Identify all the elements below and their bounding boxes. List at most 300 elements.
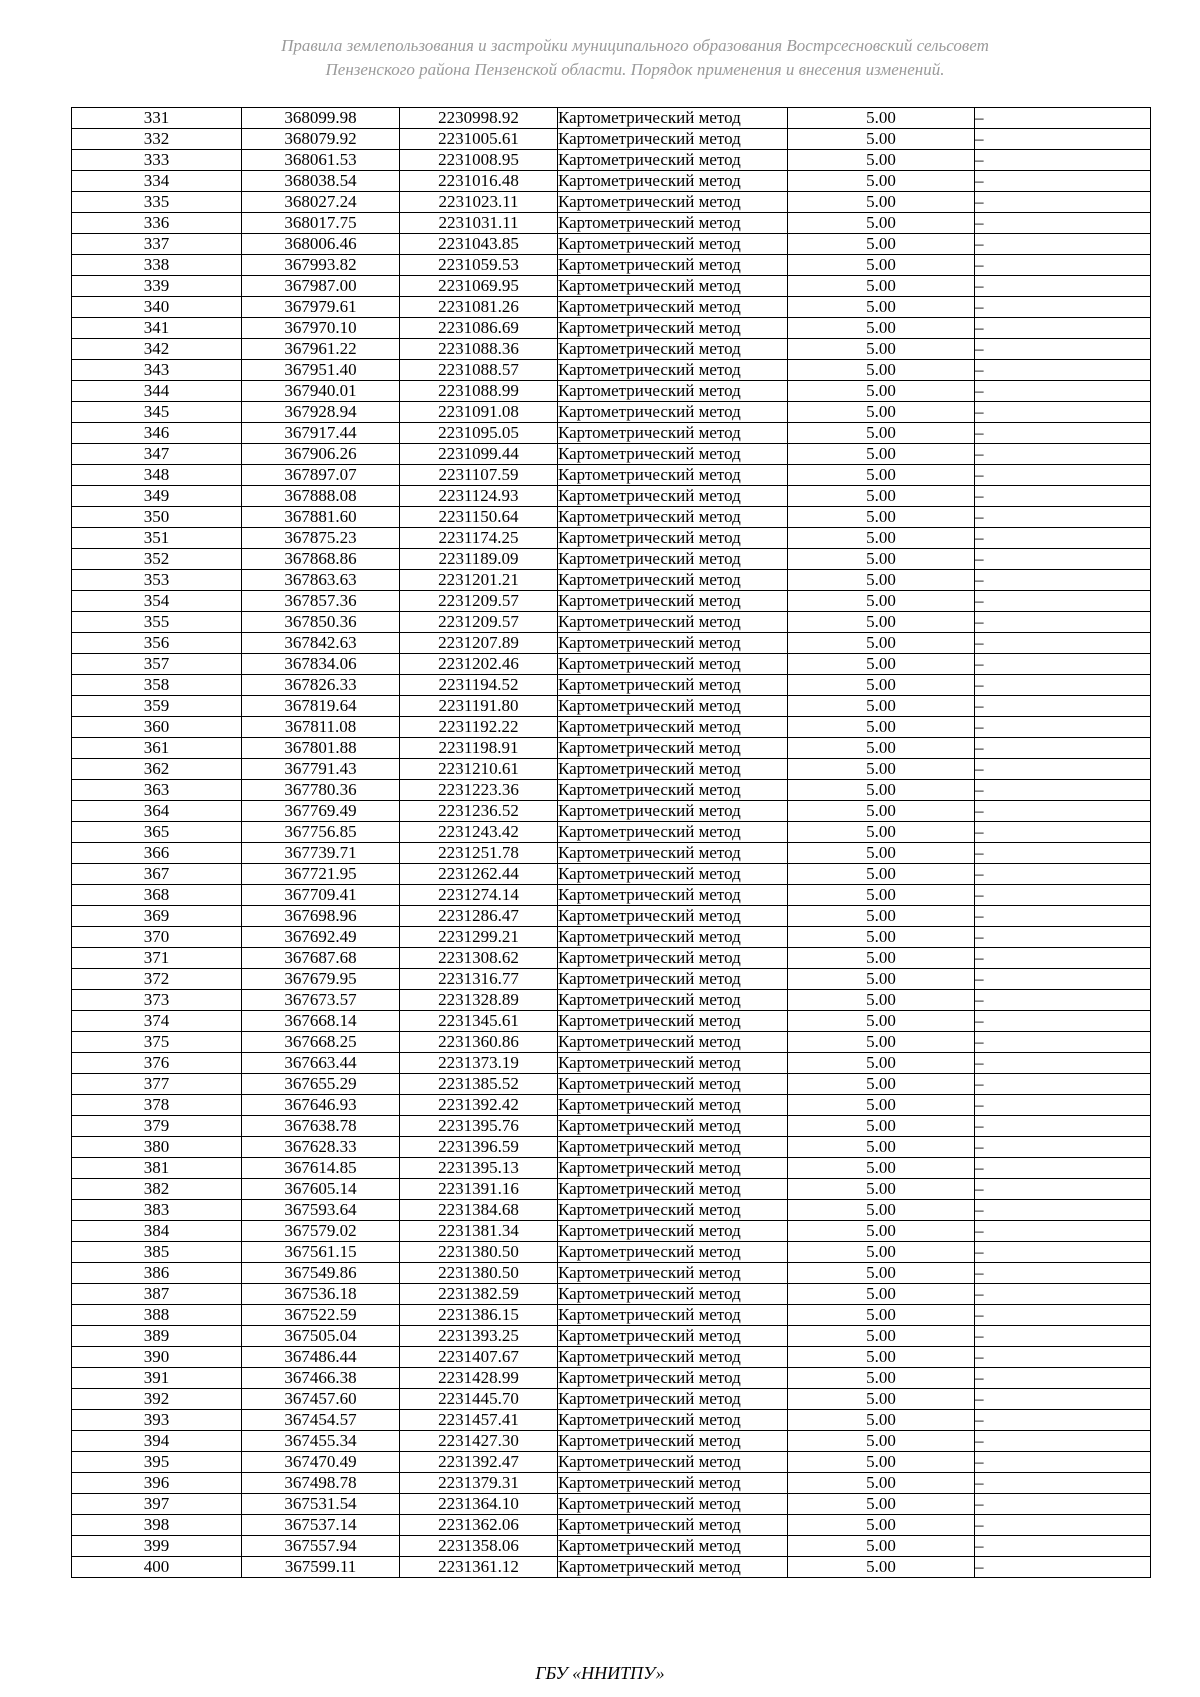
note-cell: – [975, 1473, 1151, 1494]
point-number-cell: 331 [72, 108, 242, 129]
method-cell: Картометрический метод [558, 1305, 788, 1326]
point-number-cell: 366 [72, 843, 242, 864]
y-coordinate-cell: 2231069.95 [400, 276, 558, 297]
point-number-cell: 364 [72, 801, 242, 822]
table-row [72, 570, 1151, 591]
note-cell: – [975, 1032, 1151, 1053]
point-number-cell: 345 [72, 402, 242, 423]
note-cell: – [975, 1368, 1151, 1389]
method-cell: Картометрический метод [558, 213, 788, 234]
x-coordinate-cell: 367579.02 [242, 1221, 400, 1242]
accuracy-cell: 5.00 [788, 1536, 975, 1557]
note-cell: – [975, 1074, 1151, 1095]
accuracy-cell: 5.00 [788, 717, 975, 738]
note-cell: – [975, 1305, 1151, 1326]
x-coordinate-cell: 367605.14 [242, 1179, 400, 1200]
point-number-cell: 382 [72, 1179, 242, 1200]
table-row [72, 528, 1151, 549]
table-row [72, 591, 1151, 612]
note-cell: – [975, 1221, 1151, 1242]
accuracy-cell: 5.00 [788, 1032, 975, 1053]
x-coordinate-cell: 367826.33 [242, 675, 400, 696]
x-coordinate-cell: 367857.36 [242, 591, 400, 612]
method-cell: Картометрический метод [558, 1284, 788, 1305]
note-cell: – [975, 1452, 1151, 1473]
point-number-cell: 363 [72, 780, 242, 801]
table-row [72, 1557, 1151, 1578]
accuracy-cell: 5.00 [788, 906, 975, 927]
method-cell: Картометрический метод [558, 1137, 788, 1158]
x-coordinate-cell: 367646.93 [242, 1095, 400, 1116]
point-number-cell: 333 [72, 150, 242, 171]
y-coordinate-cell: 2231457.41 [400, 1410, 558, 1431]
x-coordinate-cell: 367638.78 [242, 1116, 400, 1137]
method-cell: Картометрический метод [558, 759, 788, 780]
x-coordinate-cell: 367819.64 [242, 696, 400, 717]
table-row [72, 276, 1151, 297]
accuracy-cell: 5.00 [788, 738, 975, 759]
point-number-cell: 374 [72, 1011, 242, 1032]
accuracy-cell: 5.00 [788, 1263, 975, 1284]
y-coordinate-cell: 2231445.70 [400, 1389, 558, 1410]
y-coordinate-cell: 2231095.05 [400, 423, 558, 444]
method-cell: Картометрический метод [558, 234, 788, 255]
note-cell: – [975, 633, 1151, 654]
point-number-cell: 370 [72, 927, 242, 948]
y-coordinate-cell: 2231099.44 [400, 444, 558, 465]
point-number-cell: 375 [72, 1032, 242, 1053]
accuracy-cell: 5.00 [788, 1284, 975, 1305]
accuracy-cell: 5.00 [788, 1557, 975, 1578]
x-coordinate-cell: 368027.24 [242, 192, 400, 213]
table-row [72, 339, 1151, 360]
y-coordinate-cell: 2231274.14 [400, 885, 558, 906]
x-coordinate-cell: 367679.95 [242, 969, 400, 990]
coordinates-table-body [72, 108, 1151, 1578]
x-coordinate-cell: 367537.14 [242, 1515, 400, 1536]
note-cell: – [975, 801, 1151, 822]
accuracy-cell: 5.00 [788, 633, 975, 654]
table-row [72, 717, 1151, 738]
note-cell: – [975, 675, 1151, 696]
method-cell: Картометрический метод [558, 927, 788, 948]
table-row [72, 507, 1151, 528]
y-coordinate-cell: 2231209.57 [400, 612, 558, 633]
method-cell: Картометрический метод [558, 465, 788, 486]
x-coordinate-cell: 367687.68 [242, 948, 400, 969]
point-number-cell: 351 [72, 528, 242, 549]
x-coordinate-cell: 368006.46 [242, 234, 400, 255]
method-cell: Картометрический метод [558, 1200, 788, 1221]
note-cell: – [975, 1242, 1151, 1263]
accuracy-cell: 5.00 [788, 1158, 975, 1179]
table-row [72, 1095, 1151, 1116]
table-row [72, 1032, 1151, 1053]
point-number-cell: 342 [72, 339, 242, 360]
accuracy-cell: 5.00 [788, 1200, 975, 1221]
x-coordinate-cell: 367599.11 [242, 1557, 400, 1578]
y-coordinate-cell: 2231364.10 [400, 1494, 558, 1515]
point-number-cell: 389 [72, 1326, 242, 1347]
point-number-cell: 383 [72, 1200, 242, 1221]
note-cell: – [975, 1200, 1151, 1221]
method-cell: Картометрический метод [558, 822, 788, 843]
method-cell: Картометрический метод [558, 381, 788, 402]
method-cell: Картометрический метод [558, 549, 788, 570]
point-number-cell: 377 [72, 1074, 242, 1095]
table-row [72, 759, 1151, 780]
y-coordinate-cell: 2231251.78 [400, 843, 558, 864]
accuracy-cell: 5.00 [788, 675, 975, 696]
x-coordinate-cell: 367486.44 [242, 1347, 400, 1368]
table-row [72, 969, 1151, 990]
method-cell: Картометрический метод [558, 1410, 788, 1431]
method-cell: Картометрический метод [558, 150, 788, 171]
x-coordinate-cell: 367940.01 [242, 381, 400, 402]
table-row [72, 1452, 1151, 1473]
method-cell: Картометрический метод [558, 1095, 788, 1116]
point-number-cell: 380 [72, 1137, 242, 1158]
accuracy-cell: 5.00 [788, 654, 975, 675]
note-cell: – [975, 255, 1151, 276]
table-row [72, 1242, 1151, 1263]
y-coordinate-cell: 2231043.85 [400, 234, 558, 255]
x-coordinate-cell: 367692.49 [242, 927, 400, 948]
method-cell: Картометрический метод [558, 1242, 788, 1263]
method-cell: Картометрический метод [558, 1452, 788, 1473]
table-row [72, 1431, 1151, 1452]
point-number-cell: 372 [72, 969, 242, 990]
y-coordinate-cell: 2231308.62 [400, 948, 558, 969]
method-cell: Картометрический метод [558, 633, 788, 654]
note-cell: – [975, 885, 1151, 906]
method-cell: Картометрический метод [558, 1473, 788, 1494]
y-coordinate-cell: 2231385.52 [400, 1074, 558, 1095]
y-coordinate-cell: 2231392.42 [400, 1095, 558, 1116]
table-row [72, 423, 1151, 444]
y-coordinate-cell: 2231391.16 [400, 1179, 558, 1200]
point-number-cell: 394 [72, 1431, 242, 1452]
method-cell: Картометрический метод [558, 1074, 788, 1095]
accuracy-cell: 5.00 [788, 759, 975, 780]
header-line-2: Пензенского района Пензенской области. Порядок применения и внесения изменений. [325, 60, 945, 79]
table-row [72, 864, 1151, 885]
point-number-cell: 362 [72, 759, 242, 780]
note-cell: – [975, 486, 1151, 507]
x-coordinate-cell: 367628.33 [242, 1137, 400, 1158]
method-cell: Картометрический метод [558, 318, 788, 339]
note-cell: – [975, 1116, 1151, 1137]
accuracy-cell: 5.00 [788, 1242, 975, 1263]
note-cell: – [975, 654, 1151, 675]
page-header [100, 34, 1170, 82]
point-number-cell: 367 [72, 864, 242, 885]
y-coordinate-cell: 2231209.57 [400, 591, 558, 612]
method-cell: Картометрический метод [558, 612, 788, 633]
table-row [72, 1326, 1151, 1347]
method-cell: Картометрический метод [558, 885, 788, 906]
method-cell: Картометрический метод [558, 570, 788, 591]
method-cell: Картометрический метод [558, 990, 788, 1011]
point-number-cell: 339 [72, 276, 242, 297]
point-number-cell: 395 [72, 1452, 242, 1473]
y-coordinate-cell: 2231150.64 [400, 507, 558, 528]
accuracy-cell: 5.00 [788, 927, 975, 948]
method-cell: Картометрический метод [558, 192, 788, 213]
table-row [72, 822, 1151, 843]
accuracy-cell: 5.00 [788, 1389, 975, 1410]
note-cell: – [975, 150, 1151, 171]
point-number-cell: 346 [72, 423, 242, 444]
table-row [72, 171, 1151, 192]
accuracy-cell: 5.00 [788, 1515, 975, 1536]
note-cell: – [975, 276, 1151, 297]
x-coordinate-cell: 367906.26 [242, 444, 400, 465]
note-cell: – [975, 969, 1151, 990]
accuracy-cell: 5.00 [788, 360, 975, 381]
point-number-cell: 368 [72, 885, 242, 906]
accuracy-cell: 5.00 [788, 696, 975, 717]
note-cell: – [975, 822, 1151, 843]
y-coordinate-cell: 2231088.36 [400, 339, 558, 360]
table-row [72, 1011, 1151, 1032]
note-cell: – [975, 444, 1151, 465]
x-coordinate-cell: 367549.86 [242, 1263, 400, 1284]
accuracy-cell: 5.00 [788, 171, 975, 192]
accuracy-cell: 5.00 [788, 990, 975, 1011]
table-row [72, 402, 1151, 423]
x-coordinate-cell: 367801.88 [242, 738, 400, 759]
accuracy-cell: 5.00 [788, 444, 975, 465]
note-cell: – [975, 780, 1151, 801]
y-coordinate-cell: 2231382.59 [400, 1284, 558, 1305]
method-cell: Картометрический метод [558, 1011, 788, 1032]
point-number-cell: 350 [72, 507, 242, 528]
table-row [72, 1263, 1151, 1284]
x-coordinate-cell: 367979.61 [242, 297, 400, 318]
x-coordinate-cell: 367951.40 [242, 360, 400, 381]
method-cell: Картометрический метод [558, 1221, 788, 1242]
accuracy-cell: 5.00 [788, 318, 975, 339]
accuracy-cell: 5.00 [788, 528, 975, 549]
accuracy-cell: 5.00 [788, 570, 975, 591]
note-cell: – [975, 381, 1151, 402]
y-coordinate-cell: 2231081.26 [400, 297, 558, 318]
y-coordinate-cell: 2231210.61 [400, 759, 558, 780]
x-coordinate-cell: 367721.95 [242, 864, 400, 885]
table-row [72, 1368, 1151, 1389]
note-cell: – [975, 1431, 1151, 1452]
page-footer: ГБУ «ННИТПУ» [535, 1663, 665, 1683]
x-coordinate-cell: 367769.49 [242, 801, 400, 822]
x-coordinate-cell: 367970.10 [242, 318, 400, 339]
table-row [72, 381, 1151, 402]
y-coordinate-cell: 2231316.77 [400, 969, 558, 990]
point-number-cell: 354 [72, 591, 242, 612]
point-number-cell: 335 [72, 192, 242, 213]
note-cell: – [975, 192, 1151, 213]
accuracy-cell: 5.00 [788, 1473, 975, 1494]
point-number-cell: 341 [72, 318, 242, 339]
point-number-cell: 349 [72, 486, 242, 507]
point-number-cell: 343 [72, 360, 242, 381]
accuracy-cell: 5.00 [788, 549, 975, 570]
note-cell: – [975, 234, 1151, 255]
y-coordinate-cell: 2231345.61 [400, 1011, 558, 1032]
point-number-cell: 392 [72, 1389, 242, 1410]
method-cell: Картометрический метод [558, 171, 788, 192]
point-number-cell: 358 [72, 675, 242, 696]
table-row [72, 1389, 1151, 1410]
method-cell: Картометрический метод [558, 717, 788, 738]
point-number-cell: 352 [72, 549, 242, 570]
x-coordinate-cell: 367811.08 [242, 717, 400, 738]
point-number-cell: 388 [72, 1305, 242, 1326]
y-coordinate-cell: 2231189.09 [400, 549, 558, 570]
accuracy-cell: 5.00 [788, 1137, 975, 1158]
method-cell: Картометрический метод [558, 696, 788, 717]
table-row [72, 444, 1151, 465]
table-row [72, 318, 1151, 339]
table-row [72, 738, 1151, 759]
method-cell: Картометрический метод [558, 1431, 788, 1452]
method-cell: Картометрический метод [558, 948, 788, 969]
x-coordinate-cell: 367791.43 [242, 759, 400, 780]
table-row [72, 1473, 1151, 1494]
method-cell: Картометрический метод [558, 1347, 788, 1368]
x-coordinate-cell: 367698.96 [242, 906, 400, 927]
note-cell: – [975, 570, 1151, 591]
x-coordinate-cell: 367470.49 [242, 1452, 400, 1473]
x-coordinate-cell: 367531.54 [242, 1494, 400, 1515]
y-coordinate-cell: 2231174.25 [400, 528, 558, 549]
y-coordinate-cell: 2231396.59 [400, 1137, 558, 1158]
header-line-1: Правила землепользования и застройки муниципального образования Вострсесновский сельсовет [281, 36, 989, 55]
x-coordinate-cell: 367987.00 [242, 276, 400, 297]
y-coordinate-cell: 2231086.69 [400, 318, 558, 339]
y-coordinate-cell: 2231008.95 [400, 150, 558, 171]
accuracy-cell: 5.00 [788, 612, 975, 633]
y-coordinate-cell: 2231358.06 [400, 1536, 558, 1557]
x-coordinate-cell: 367505.04 [242, 1326, 400, 1347]
accuracy-cell: 5.00 [788, 1431, 975, 1452]
point-number-cell: 386 [72, 1263, 242, 1284]
accuracy-cell: 5.00 [788, 339, 975, 360]
table-row [72, 843, 1151, 864]
coordinates-table [71, 107, 1151, 1578]
x-coordinate-cell: 367455.34 [242, 1431, 400, 1452]
point-number-cell: 398 [72, 1515, 242, 1536]
point-number-cell: 360 [72, 717, 242, 738]
accuracy-cell: 5.00 [788, 234, 975, 255]
accuracy-cell: 5.00 [788, 1011, 975, 1032]
point-number-cell: 387 [72, 1284, 242, 1305]
accuracy-cell: 5.00 [788, 1179, 975, 1200]
point-number-cell: 385 [72, 1242, 242, 1263]
table-row [72, 948, 1151, 969]
y-coordinate-cell: 2231243.42 [400, 822, 558, 843]
accuracy-cell: 5.00 [788, 1095, 975, 1116]
table-row [72, 927, 1151, 948]
y-coordinate-cell: 2231328.89 [400, 990, 558, 1011]
x-coordinate-cell: 367756.85 [242, 822, 400, 843]
accuracy-cell: 5.00 [788, 1452, 975, 1473]
note-cell: – [975, 1053, 1151, 1074]
table-row [72, 633, 1151, 654]
accuracy-cell: 5.00 [788, 969, 975, 990]
note-cell: – [975, 990, 1151, 1011]
note-cell: – [975, 591, 1151, 612]
table-row [72, 255, 1151, 276]
table-row [72, 654, 1151, 675]
table-row [72, 486, 1151, 507]
point-number-cell: 396 [72, 1473, 242, 1494]
point-number-cell: 400 [72, 1557, 242, 1578]
x-coordinate-cell: 367961.22 [242, 339, 400, 360]
note-cell: – [975, 948, 1151, 969]
note-cell: – [975, 423, 1151, 444]
note-cell: – [975, 318, 1151, 339]
accuracy-cell: 5.00 [788, 129, 975, 150]
x-coordinate-cell: 368038.54 [242, 171, 400, 192]
y-coordinate-cell: 2231286.47 [400, 906, 558, 927]
y-coordinate-cell: 2231198.91 [400, 738, 558, 759]
method-cell: Картометрический метод [558, 1368, 788, 1389]
method-cell: Картометрический метод [558, 675, 788, 696]
point-number-cell: 371 [72, 948, 242, 969]
table-row [72, 150, 1151, 171]
accuracy-cell: 5.00 [788, 801, 975, 822]
y-coordinate-cell: 2231428.99 [400, 1368, 558, 1389]
point-number-cell: 336 [72, 213, 242, 234]
x-coordinate-cell: 367739.71 [242, 843, 400, 864]
x-coordinate-cell: 367557.94 [242, 1536, 400, 1557]
method-cell: Картометрический метод [558, 339, 788, 360]
accuracy-cell: 5.00 [788, 1494, 975, 1515]
x-coordinate-cell: 367709.41 [242, 885, 400, 906]
point-number-cell: 369 [72, 906, 242, 927]
note-cell: – [975, 759, 1151, 780]
x-coordinate-cell: 367780.36 [242, 780, 400, 801]
point-number-cell: 378 [72, 1095, 242, 1116]
table-row [72, 234, 1151, 255]
method-cell: Картометрический метод [558, 1116, 788, 1137]
method-cell: Картометрический метод [558, 528, 788, 549]
y-coordinate-cell: 2231427.30 [400, 1431, 558, 1452]
x-coordinate-cell: 367834.06 [242, 654, 400, 675]
y-coordinate-cell: 2231392.47 [400, 1452, 558, 1473]
note-cell: – [975, 402, 1151, 423]
method-cell: Картометрический метод [558, 1536, 788, 1557]
y-coordinate-cell: 2231362.06 [400, 1515, 558, 1536]
point-number-cell: 337 [72, 234, 242, 255]
method-cell: Картометрический метод [558, 801, 788, 822]
accuracy-cell: 5.00 [788, 192, 975, 213]
accuracy-cell: 5.00 [788, 402, 975, 423]
table-row [72, 1305, 1151, 1326]
accuracy-cell: 5.00 [788, 150, 975, 171]
y-coordinate-cell: 2231107.59 [400, 465, 558, 486]
note-cell: – [975, 360, 1151, 381]
point-number-cell: 355 [72, 612, 242, 633]
table-row [72, 612, 1151, 633]
method-cell: Картометрический метод [558, 1032, 788, 1053]
point-number-cell: 356 [72, 633, 242, 654]
accuracy-cell: 5.00 [788, 591, 975, 612]
accuracy-cell: 5.00 [788, 843, 975, 864]
y-coordinate-cell: 2231379.31 [400, 1473, 558, 1494]
y-coordinate-cell: 2231386.15 [400, 1305, 558, 1326]
